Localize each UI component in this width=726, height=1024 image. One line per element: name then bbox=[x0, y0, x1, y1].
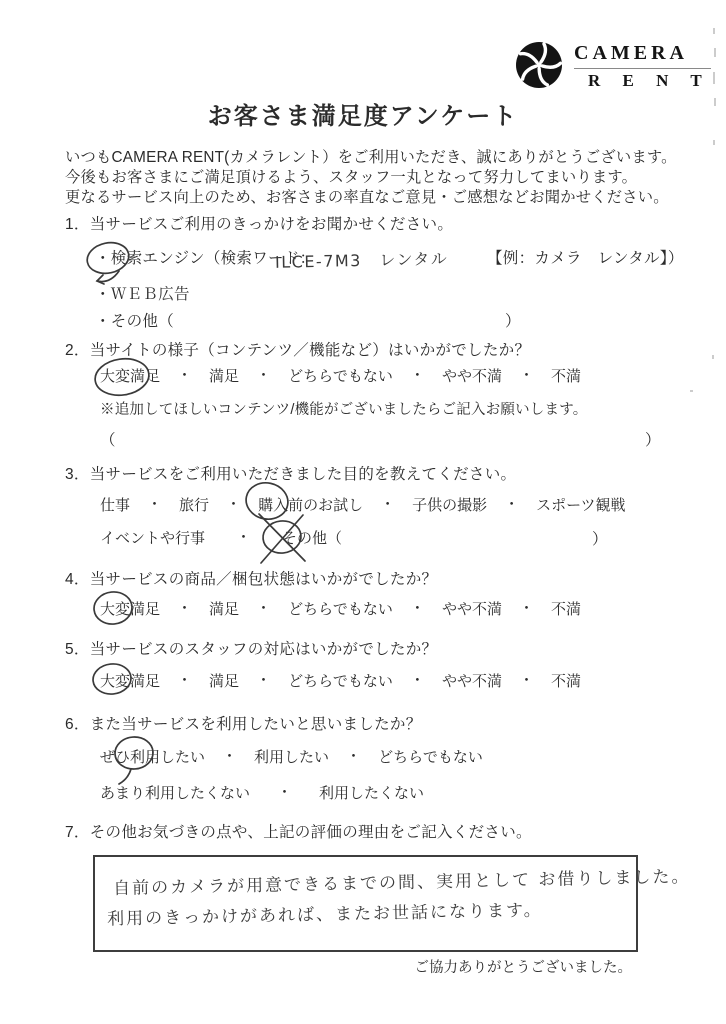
q1-option-other: ・その他（ bbox=[95, 313, 175, 330]
q7-label: 7．その他お気づきの点や、上記の評価の理由をご記入ください。 bbox=[65, 824, 532, 841]
q2-option-dissatisfied: 不満 bbox=[550, 368, 581, 385]
q2-option-very-satisfied: 大変満足 bbox=[100, 368, 161, 385]
q5-option-neutral: どちらでもない bbox=[288, 673, 393, 690]
q5-option-somewhat-dissatisfied: やや不満 bbox=[441, 673, 502, 690]
q4-option-dissatisfied: 不満 bbox=[550, 601, 581, 618]
q6-option-definitely-reuse: ぜひ利用したい bbox=[100, 749, 206, 766]
dot-separator: ・ bbox=[346, 748, 362, 765]
q3-option-travel: 旅行 bbox=[179, 497, 210, 514]
q7-comment-handwriting-line-1: 自前のカメラが用意できるまでの間、実用として お借りしました。 bbox=[112, 866, 691, 900]
scan-artifact bbox=[713, 28, 715, 34]
q4-label: 4．当サービスの商品／梱包状態はいかがでしたか？ bbox=[65, 571, 438, 588]
dot-separator: ・ bbox=[226, 496, 242, 513]
q2-note: ※追加してほしいコンテンツ/機能がございましたらご記入お願いします。 bbox=[100, 402, 588, 418]
q3-other-close-paren: ） bbox=[592, 531, 608, 548]
q5-option-very-satisfied: 大変満足 bbox=[100, 673, 161, 690]
q3-option-other: その他（ bbox=[282, 530, 343, 547]
page-title: お客さま満足度アンケート bbox=[207, 103, 519, 130]
q1-label: 1．当サービスご利用のきっかけをお聞かせください。 bbox=[65, 216, 454, 233]
dot-separator: ・ bbox=[409, 367, 425, 384]
q7-comment-box bbox=[93, 855, 691, 952]
q6-option-not-reuse: 利用したくない bbox=[319, 785, 425, 802]
scan-artifact bbox=[712, 355, 714, 359]
q6-option-rather-not-reuse: あまり利用したくない bbox=[100, 785, 251, 802]
intro-line-3: 更なるサービス向上のため、お客さまの率直なご意見・ご感想などお聞かせください。 bbox=[65, 189, 669, 206]
dot-separator: ・ bbox=[222, 748, 238, 765]
dot-separator: ・ bbox=[518, 672, 534, 689]
intro-line-2: 今後もお客さまにご満足頂けるよう、スタッフ一丸となって努力してまいります。 bbox=[65, 169, 638, 186]
q1-search-keyword-handwriting: ILCE-7M3 レンタル bbox=[274, 249, 449, 272]
dot-separator: ・ bbox=[177, 672, 193, 689]
dot-separator: ・ bbox=[236, 529, 252, 546]
intro-line-1: いつもCAMERA RENT(カメラレント）をご利用いただき、誠にありがとうございます。 bbox=[65, 149, 677, 166]
dot-separator: ・ bbox=[147, 496, 163, 513]
q4-option-somewhat-dissatisfied: やや不満 bbox=[441, 601, 502, 618]
q3-option-events: イベントや行事 bbox=[100, 530, 206, 547]
dot-separator: ・ bbox=[256, 600, 272, 617]
q2-close-paren: ） bbox=[645, 432, 661, 449]
q5-rating-row bbox=[100, 670, 581, 691]
dot-separator: ・ bbox=[380, 496, 396, 513]
q5-label: 5．当サービスのスタッフの対応はいかがでしたか？ bbox=[65, 641, 438, 658]
q2-open-paren: （ bbox=[100, 432, 116, 449]
dot-separator: ・ bbox=[256, 672, 272, 689]
q6-reuse-row-2 bbox=[100, 782, 424, 803]
dot-separator: ・ bbox=[504, 496, 520, 513]
q6-option-neutral: どちらでもない bbox=[378, 749, 483, 766]
q6-label: 6．また当サービスを利用したいと思いましたか？ bbox=[65, 716, 422, 733]
dot-separator: ・ bbox=[177, 600, 193, 617]
q1-option-search: ・検索エンジン（検索ワード： bbox=[95, 250, 316, 267]
logo-word-rent: R E N T bbox=[588, 71, 711, 90]
dot-separator: ・ bbox=[177, 367, 193, 384]
q2-label: 2．当サイトの様子（コンテンツ／機能など）はいかがでしたか？ bbox=[65, 342, 531, 359]
dot-separator: ・ bbox=[277, 784, 293, 801]
q2-rating-row bbox=[100, 365, 581, 386]
q1-search-example: 【例：カメラ レンタル】） bbox=[487, 250, 684, 267]
q4-option-neutral: どちらでもない bbox=[288, 601, 393, 618]
q2-option-somewhat-dissatisfied: やや不満 bbox=[441, 368, 502, 385]
q1-option-other-close-paren: ） bbox=[505, 313, 521, 330]
dot-separator: ・ bbox=[409, 600, 425, 617]
q4-option-satisfied: 満足 bbox=[209, 601, 240, 618]
dot-separator: ・ bbox=[409, 672, 425, 689]
dot-separator: ・ bbox=[256, 367, 272, 384]
aperture-icon bbox=[514, 40, 564, 95]
q7-comment-handwriting-line-2: 利用のきっかけがあれば、またお世話になります。 bbox=[106, 900, 543, 930]
q4-option-very-satisfied: 大変満足 bbox=[100, 601, 161, 618]
q3-option-try-before-buy: 購入前のお試し bbox=[258, 497, 364, 514]
scan-artifact bbox=[690, 390, 693, 392]
q3-purpose-row-1 bbox=[100, 494, 626, 515]
q2-option-neutral: どちらでもない bbox=[288, 368, 393, 385]
q6-option-reuse: 利用したい bbox=[254, 749, 330, 766]
footer-thanks-text: ご協力ありがとうございました。 bbox=[414, 960, 632, 976]
scan-artifact bbox=[714, 98, 716, 106]
logo-text bbox=[574, 40, 711, 91]
scan-artifact bbox=[713, 72, 715, 84]
q3-option-work: 仕事 bbox=[100, 497, 131, 514]
dot-separator: ・ bbox=[518, 600, 534, 617]
q2-option-satisfied: 満足 bbox=[209, 368, 240, 385]
q1-circle-tail bbox=[97, 271, 119, 282]
q3-option-sports: スポーツ観戦 bbox=[536, 497, 626, 514]
q1-option-web-ad: ・ＷＥＢ広告 bbox=[95, 286, 190, 303]
q6-reuse-row-1 bbox=[100, 746, 483, 767]
scan-artifact bbox=[714, 48, 716, 57]
q3-label: 3．当サービスをご利用いただきました目的を教えてください。 bbox=[65, 466, 517, 483]
scan-artifact bbox=[713, 140, 715, 145]
q5-option-dissatisfied: 不満 bbox=[550, 673, 581, 690]
q3-option-kids-photos: 子供の撮影 bbox=[412, 497, 488, 514]
q4-rating-row bbox=[100, 598, 581, 619]
camera-rent-logo bbox=[514, 40, 711, 95]
q5-option-satisfied: 満足 bbox=[209, 673, 240, 690]
dot-separator: ・ bbox=[518, 367, 534, 384]
logo-word-camera: CAMERA bbox=[574, 42, 711, 69]
q3-purpose-row-2 bbox=[100, 527, 342, 548]
